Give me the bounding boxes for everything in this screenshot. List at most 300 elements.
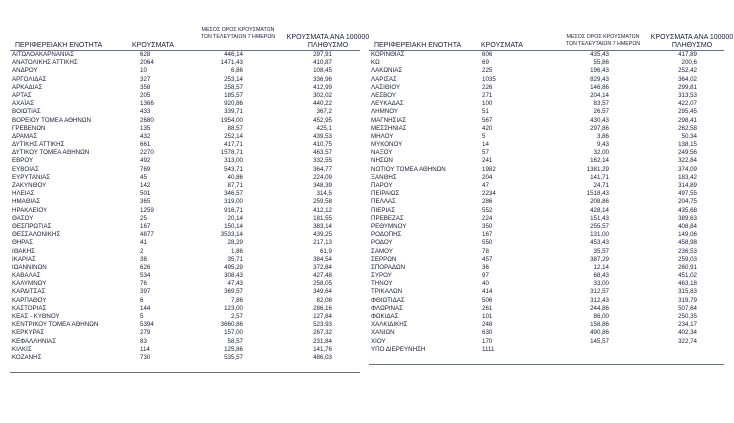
table-row <box>10 338 360 346</box>
rate-per-100k-cell: 82,08 <box>316 296 332 304</box>
avg-cases-cell: 430,43 <box>590 116 609 124</box>
rate-per-100k-cell: 410,75 <box>313 141 332 149</box>
table-row <box>10 215 360 223</box>
cases-cell: 432 <box>140 132 151 140</box>
region-name-cell: ΕΒΡΟΥ <box>12 157 34 165</box>
rate-per-100k-cell: 262,58 <box>678 124 697 132</box>
avg-cases-cell: 12,14 <box>593 263 609 271</box>
avg-cases-cell: 40,86 <box>227 173 243 181</box>
cases-cell: 365 <box>140 198 151 206</box>
rate-per-100k-cell: 297,91 <box>313 51 332 58</box>
cases-cell: 661 <box>140 141 151 149</box>
region-name-cell: ΑΡΓΟΛΙΔΑΣ <box>12 75 47 83</box>
avg-cases-cell: 35,71 <box>227 255 243 263</box>
rate-per-100k-cell: 181,55 <box>313 214 332 222</box>
table-row <box>10 264 360 272</box>
table-row <box>369 133 724 141</box>
cases-cell: 769 <box>140 165 151 173</box>
avg-header-line1: ΜΕΣΟΣ ΟΡΟΣ ΚΡΟΥΣΜΑΤΩΝ <box>566 34 640 40</box>
region-name-cell: ΑΡΚΑΔΙΑΣ <box>12 83 43 91</box>
region-name-cell: ΘΕΣΣΑΛΟΝΙΚΗΣ <box>12 231 61 239</box>
region-name-cell: ΠΙΕΡΙΑΣ <box>371 206 396 214</box>
region-name-cell: ΦΛΩΡΙΝΑΣ <box>371 304 403 312</box>
cases-cell: 628 <box>140 51 151 58</box>
rate-per-100k-cell: 108,45 <box>313 67 332 75</box>
cases-cell: 1111 <box>482 345 495 353</box>
rate-per-100k-cell: 408,84 <box>678 222 697 230</box>
region-name-cell: ΝΟΤΙΟΥ ΤΟΜΕΑ ΑΘΗΝΩΝ <box>371 165 446 173</box>
avg-cases-cell: 7,86 <box>230 296 243 304</box>
cases-cell: 78 <box>482 247 489 255</box>
avg-cases-cell: 453,43 <box>590 239 609 247</box>
region-name-cell: ΝΑΞΟΥ <box>371 149 393 157</box>
region-name-cell: ΠΕΙΡΑΙΩΣ <box>371 190 400 198</box>
cases-cell: 5394 <box>140 321 154 329</box>
region-name-cell: ΦΘΙΩΤΙΔΑΣ <box>371 296 405 304</box>
avg-header-line2: ΤΩΝ ΤΕΛΕΥΤΑΙΩΝ 7 ΗΜΕΡΩΝ <box>200 34 276 40</box>
avg-cases-cell: 255,57 <box>590 222 609 230</box>
region-name-cell: ΖΑΚΥΝΘΟΥ <box>12 182 47 189</box>
avg-cases-cell: 145,57 <box>590 337 609 345</box>
avg-cases-cell: 204,14 <box>590 91 609 99</box>
table-row <box>10 256 360 264</box>
cases-cell: 1366 <box>140 100 154 108</box>
rate-per-100k-cell: 348,39 <box>313 182 332 189</box>
table-row <box>369 321 724 329</box>
avg-cases-cell: 3533,14 <box>220 231 243 239</box>
table-row <box>369 76 724 84</box>
table-row <box>10 346 360 354</box>
region-name-cell: ΙΩΑΝΝΙΝΩΝ <box>12 263 47 271</box>
rate-per-100k-cell: 439,25 <box>313 231 332 239</box>
region-name-cell: ΘΗΡΑΣ <box>12 239 33 247</box>
avg-cases-cell: 6,86 <box>230 67 243 75</box>
table-row <box>369 231 724 239</box>
avg-cases-cell: 208,86 <box>590 198 609 206</box>
rate-per-100k-cell: 217,13 <box>313 239 332 247</box>
rate-header-line2: ΠΛΗΘΥΣΜΟ <box>671 42 713 49</box>
region-name-cell: ΧΑΝΙΩΝ <box>371 329 395 337</box>
cases-cell: 45 <box>140 173 147 181</box>
table-row <box>10 305 360 313</box>
cases-cell: 225 <box>482 67 493 75</box>
table-row <box>10 280 360 288</box>
region-header: ΠΕΡΙΦΕΡΕΙΑΚΗ ΕΝΟΤΗΤΑ <box>15 42 103 49</box>
avg-cases-cell: 32,00 <box>593 149 609 157</box>
table-row <box>369 329 724 337</box>
table-row <box>369 297 724 305</box>
table-row <box>10 157 360 165</box>
cases-cell: 204 <box>482 173 493 181</box>
cases-cell: 14 <box>482 141 489 149</box>
region-name-cell: ΚΑΡΔΙΤΣΑΣ <box>12 288 46 296</box>
cases-cell: 226 <box>482 83 493 91</box>
table-row <box>10 288 360 296</box>
region-name-cell: ΚΑΣΤΟΡΙΑΣ <box>12 304 47 312</box>
region-name-cell: ΝΗΣΩΝ <box>371 157 393 165</box>
region-name-cell: ΚΕΦΑΛΛΗΝΙΑΣ <box>12 337 57 345</box>
avg-cases-cell: 33,00 <box>593 280 609 288</box>
table-row <box>10 59 360 67</box>
region-name-cell: ΛΑΚΩΝΙΑΣ <box>371 67 403 75</box>
avg-cases-cell: 26,57 <box>593 108 609 116</box>
table-right-half <box>369 0 734 423</box>
table-row <box>369 346 724 354</box>
rate-per-100k-cell: 336,96 <box>313 75 332 83</box>
table-row <box>10 76 360 84</box>
rate-per-100k-cell: 50,34 <box>681 132 697 140</box>
region-name-cell: ΛΑΣΙΘΙΟΥ <box>371 83 401 91</box>
region-name-cell: ΕΥΒΟΙΑΣ <box>12 165 39 173</box>
rate-per-100k-cell: 319,79 <box>678 296 697 304</box>
cases-cell: 534 <box>140 272 151 280</box>
table-row <box>10 125 360 133</box>
cases-cell: 1035 <box>482 75 496 83</box>
region-name-cell: ΣΕΡΡΩΝ <box>371 255 397 263</box>
cases-cell: 2064 <box>140 59 154 67</box>
region-name-cell: ΧΙΟΥ <box>371 337 386 345</box>
avg-cases-cell: 125,86 <box>224 345 243 353</box>
cases-cell: 350 <box>482 222 493 230</box>
cases-cell: 433 <box>140 108 151 116</box>
table-row <box>10 272 360 280</box>
avg-cases-cell: 3,86 <box>596 132 609 140</box>
rate-per-100k-cell: 367,2 <box>316 108 332 116</box>
region-name-cell: ΙΘΑΚΗΣ <box>12 247 35 255</box>
cases-cell: 167 <box>482 231 493 239</box>
table-row <box>369 51 724 59</box>
rate-per-100k-cell: 249,56 <box>678 149 697 157</box>
cases-cell: 51 <box>482 108 489 116</box>
region-name-cell: ΚΟΖΑΝΗΣ <box>12 353 42 361</box>
rate-per-100k-cell: 298,41 <box>678 116 697 124</box>
avg-cases-cell: 2,57 <box>230 313 243 320</box>
cases-cell: 567 <box>482 116 493 124</box>
rate-header-line1: ΚΡΟΥΣΜΑΤΑ ΑΝΑ 100000 <box>650 34 734 41</box>
region-name-cell: ΡΟΔΟΠΗΣ <box>371 231 402 239</box>
table-row <box>10 67 360 75</box>
region-name-cell: ΡΟΔΟΥ <box>371 239 393 247</box>
cases-cell: 552 <box>482 206 493 214</box>
avg-cases-cell: 446,14 <box>224 51 243 58</box>
cases-cell: 261 <box>482 304 493 312</box>
cases-cell: 5 <box>140 313 144 320</box>
avg-cases-cell: 1471,43 <box>220 59 243 67</box>
cases-cell: 224 <box>482 214 493 222</box>
rate-per-100k-cell: 127,84 <box>313 313 332 320</box>
table-row <box>369 92 724 100</box>
region-name-cell: ΑΙΤΩΛΟΑΚΑΡΝΑΝΙΑΣ <box>12 51 75 58</box>
rate-per-100k-cell: 435,68 <box>678 206 697 214</box>
avg-cases-cell: 58,57 <box>227 337 243 345</box>
region-name-cell: ΛΗΜΝΟΥ <box>371 108 398 116</box>
cases-cell: 4877 <box>140 231 154 239</box>
region-name-cell: ΞΑΝΘΗΣ <box>371 173 397 181</box>
rate-per-100k-cell: 295,45 <box>678 108 697 116</box>
region-name-cell: ΕΥΡΥΤΑΝΙΑΣ <box>12 173 51 181</box>
avg-cases-cell: 252,14 <box>224 132 243 140</box>
rate-per-100k-cell: 322,84 <box>678 157 697 165</box>
rate-per-100k-cell: 200,6 <box>681 59 697 67</box>
table-row <box>10 239 360 247</box>
region-name-cell: ΜΗΛΟΥ <box>371 132 394 140</box>
avg-cases-cell: 308,43 <box>224 272 243 280</box>
rate-per-100k-cell: 507,64 <box>678 304 697 312</box>
region-name-cell: ΙΚΑΡΙΑΣ <box>12 255 36 263</box>
avg-cases-cell: 131,00 <box>590 231 609 239</box>
cases-cell: 2 <box>140 247 144 255</box>
table-header-left <box>10 0 370 49</box>
table-row <box>10 354 360 362</box>
region-name-cell: ΛΕΥΚΑΔΑΣ <box>371 100 404 108</box>
avg-cases-cell: 151,43 <box>590 214 609 222</box>
cases-cell: 501 <box>140 190 151 198</box>
cases-cell: 492 <box>140 157 151 165</box>
table-row <box>369 338 724 346</box>
cases-cell: 2234 <box>482 190 496 198</box>
cases-cell: 457 <box>482 255 493 263</box>
avg-cases-cell: 68,43 <box>593 272 609 280</box>
rate-per-100k-cell: 384,54 <box>313 255 332 263</box>
rate-per-100k-cell: 374,09 <box>678 165 697 173</box>
region-name-cell: ΣΥΡΟΥ <box>371 272 392 280</box>
region-name-cell: ΚΕΡΚΥΡΑΣ <box>12 329 45 337</box>
avg-cases-cell: 829,43 <box>590 75 609 83</box>
region-name-cell: ΑΝΑΤΟΛΙΚΗΣ ΑΤΤΙΚΗΣ <box>12 59 78 67</box>
table-row <box>10 207 360 215</box>
table-row <box>10 182 360 190</box>
table-row <box>369 59 724 67</box>
rate-per-100k-cell: 383,14 <box>313 222 332 230</box>
region-name-cell: ΛΑΡΙΣΑΣ <box>371 75 397 83</box>
region-name-cell: ΥΠΟ ΔΙΕΡΕΥΝΗΣΗ <box>371 345 426 353</box>
cases-cell: 327 <box>140 75 151 83</box>
cases-cell: 286 <box>482 198 493 206</box>
rate-per-100k-cell: 349,64 <box>313 288 332 296</box>
region-name-cell: ΔΥΤΙΚΟΥ ΤΟΜΕΑ ΑΘΗΝΩΝ <box>12 149 90 157</box>
rate-per-100k-cell: 258,05 <box>313 280 332 288</box>
cases-cell: 420 <box>482 124 493 132</box>
cases-cell: 550 <box>482 239 493 247</box>
table-row <box>369 141 724 149</box>
table-row <box>369 272 724 280</box>
avg-cases-cell: 123,00 <box>224 304 243 312</box>
rate-per-100k-cell: 314,89 <box>678 182 697 189</box>
cases-cell: 142 <box>140 182 151 189</box>
region-name-cell: ΣΑΜΟΥ <box>371 247 393 255</box>
rate-per-100k-cell: 364,02 <box>678 75 697 83</box>
cases-cell: 76 <box>140 280 147 288</box>
table-row <box>369 174 724 182</box>
table-row <box>369 67 724 75</box>
rate-per-100k-cell: 259,03 <box>678 255 697 263</box>
table-row <box>10 133 360 141</box>
table-row <box>10 313 360 321</box>
table-row <box>10 108 360 116</box>
cases-cell: 40 <box>482 280 489 288</box>
cases-header: ΚΡΟΥΣΜΑΤΑ <box>132 42 174 49</box>
table-row <box>10 51 360 59</box>
cases-cell: 271 <box>482 91 493 99</box>
avg-cases-cell: 141,71 <box>590 173 609 181</box>
rate-per-100k-cell: 204,75 <box>678 198 697 206</box>
rate-per-100k-cell: 315,83 <box>678 288 697 296</box>
avg-cases-cell: 387,29 <box>590 255 609 263</box>
avg-cases-cell: 157,00 <box>224 329 243 337</box>
table-row <box>10 100 360 108</box>
region-header: ΠΕΡΙΦΕΡΕΙΑΚΗ ΕΝΟΤΗΤΑ <box>374 42 462 49</box>
cases-cell: 135 <box>140 124 151 132</box>
region-name-cell: ΤΡΙΚΑΛΩΝ <box>371 288 403 296</box>
rate-per-100k-cell: 463,57 <box>313 149 332 157</box>
table-row <box>10 174 360 182</box>
cases-cell: 205 <box>140 91 151 99</box>
region-name-cell: ΑΧΑΪΑΣ <box>12 100 35 108</box>
cases-cell: 25 <box>140 214 147 222</box>
rate-per-100k-cell: 440,22 <box>313 100 332 108</box>
region-name-cell: ΤΗΝΟΥ <box>371 280 393 288</box>
bottom-rule-right <box>369 364 724 365</box>
table-row <box>369 248 724 256</box>
avg-cases-cell: 24,71 <box>593 182 609 189</box>
table-row <box>10 329 360 337</box>
table-row <box>369 288 724 296</box>
rate-per-100k-cell: 422,07 <box>678 100 697 108</box>
table-row <box>369 117 724 125</box>
rate-per-100k-cell: 364,77 <box>313 165 332 173</box>
cases-cell: 626 <box>140 263 151 271</box>
avg-cases-cell: 1954,00 <box>220 116 243 124</box>
rate-per-100k-cell: 302,02 <box>313 91 332 99</box>
region-name-cell: ΔΥΤΙΚΗΣ ΑΤΤΙΚΗΣ <box>12 141 65 149</box>
region-name-cell: ΑΡΤΑΣ <box>12 91 32 99</box>
cases-cell: 630 <box>482 329 493 337</box>
cases-cell: 730 <box>140 353 151 361</box>
avg-cases-cell: 1381,29 <box>586 165 609 173</box>
table-row <box>369 239 724 247</box>
cases-cell: 57 <box>482 149 489 157</box>
cases-cell: 41 <box>140 239 147 247</box>
cases-cell: 606 <box>482 51 493 58</box>
cases-cell: 279 <box>140 329 151 337</box>
region-name-cell: ΛΕΣΒΟΥ <box>371 91 396 99</box>
rate-per-100k-cell: 236,53 <box>678 247 697 255</box>
cases-cell: 36 <box>482 263 489 271</box>
avg-header-line1: ΜΕΣΟΣ ΟΡΟΣ ΚΡΟΥΣΜΑΤΩΝ <box>201 27 275 33</box>
region-name-cell: ΠΑΡΟΥ <box>371 182 393 189</box>
region-name-cell: ΦΩΚΙΔΑΣ <box>371 313 399 320</box>
region-name-cell: ΚΙΛΚΙΣ <box>12 345 32 353</box>
cases-cell: 101 <box>482 313 493 320</box>
avg-cases-cell: 185,57 <box>224 91 243 99</box>
avg-cases-cell: 312,43 <box>590 296 609 304</box>
rate-per-100k-cell: 149,06 <box>678 231 697 239</box>
avg-cases-cell: 3660,86 <box>220 321 243 329</box>
rate-per-100k-cell: 486,03 <box>313 353 332 361</box>
region-name-cell: ΜΕΣΣΗΝΙΑΣ <box>371 124 407 132</box>
table-row <box>369 190 724 198</box>
avg-cases-cell: 28,29 <box>227 239 243 247</box>
region-name-cell: ΚΕΝΤΡΙΚΟΥ ΤΟΜΕΑ ΑΘΗΝΩΝ <box>12 321 99 329</box>
avg-cases-cell: 297,86 <box>590 124 609 132</box>
cases-cell: 10 <box>140 67 147 75</box>
rate-per-100k-cell: 463,18 <box>678 280 697 288</box>
rate-per-100k-cell: 259,58 <box>313 198 332 206</box>
cases-cell: 1259 <box>140 206 154 214</box>
table-row <box>369 305 724 313</box>
cases-cell: 100 <box>482 100 493 108</box>
rate-per-100k-cell: 497,55 <box>678 190 697 198</box>
cases-cell: 397 <box>140 288 151 296</box>
cases-cell: 114 <box>140 345 150 353</box>
rate-per-100k-cell: 183,42 <box>678 173 697 181</box>
table-row <box>369 100 724 108</box>
avg-cases-cell: 35,57 <box>593 247 609 255</box>
bottom-rule-left <box>10 372 360 373</box>
table-left-half <box>10 0 370 423</box>
avg-cases-cell: 535,57 <box>224 353 243 361</box>
cases-cell: 248 <box>482 321 493 329</box>
region-name-cell: ΘΕΣΠΡΩΤΙΑΣ <box>12 222 52 230</box>
rate-per-100k-cell: 458,98 <box>678 239 697 247</box>
region-name-cell: ΚΑΡΠΑΘΟΥ <box>12 296 47 304</box>
table-row <box>10 92 360 100</box>
avg-cases-cell: 339,71 <box>224 108 243 116</box>
cases-cell: 358 <box>140 83 151 91</box>
table-header-right <box>369 0 734 49</box>
table-row <box>10 166 360 174</box>
avg-cases-cell: 428,14 <box>590 206 609 214</box>
avg-cases-cell: 258,57 <box>224 83 243 91</box>
avg-cases-cell: 1,86 <box>230 247 243 255</box>
avg-cases-cell: 9,43 <box>596 141 609 149</box>
avg-cases-cell: 417,71 <box>224 141 243 149</box>
rate-per-100k-cell: 224,09 <box>313 173 332 181</box>
avg-cases-cell: 312,57 <box>590 288 609 296</box>
region-name-cell: ΠΕΛΛΑΣ <box>371 198 396 206</box>
cases-cell: 47 <box>482 182 489 189</box>
table-row <box>369 108 724 116</box>
region-name-cell: ΚΑΛΥΜΝΟΥ <box>12 280 47 288</box>
avg-cases-cell: 196,43 <box>590 67 609 75</box>
table-row <box>10 149 360 157</box>
table-row <box>10 223 360 231</box>
avg-cases-cell: 543,71 <box>224 165 243 173</box>
avg-cases-cell: 313,00 <box>224 157 243 165</box>
rate-per-100k-cell: 410,87 <box>313 59 332 67</box>
rate-per-100k-cell: 234,17 <box>678 321 697 329</box>
rate-per-100k-cell: 425,1 <box>316 124 332 132</box>
region-name-cell: ΓΡΕΒΕΝΩΝ <box>12 124 46 132</box>
rate-per-100k-cell: 267,32 <box>313 329 332 337</box>
cases-cell: 241 <box>482 157 493 165</box>
region-name-cell: ΜΑΓΝΗΣΙΑΣ <box>371 116 407 124</box>
table-row <box>369 313 724 321</box>
rate-per-100k-cell: 138,15 <box>678 141 697 149</box>
table-row <box>10 231 360 239</box>
avg-cases-cell: 86,00 <box>593 313 609 320</box>
table-row <box>10 117 360 125</box>
cases-cell: 6 <box>140 296 144 304</box>
rate-per-100k-cell: 141,76 <box>313 345 332 353</box>
table-row <box>10 248 360 256</box>
table-row <box>369 223 724 231</box>
table-row <box>10 190 360 198</box>
rate-per-100k-cell: 322,74 <box>678 337 697 345</box>
avg-cases-cell: 83,57 <box>593 100 609 108</box>
table-row <box>369 207 724 215</box>
table-row <box>369 256 724 264</box>
